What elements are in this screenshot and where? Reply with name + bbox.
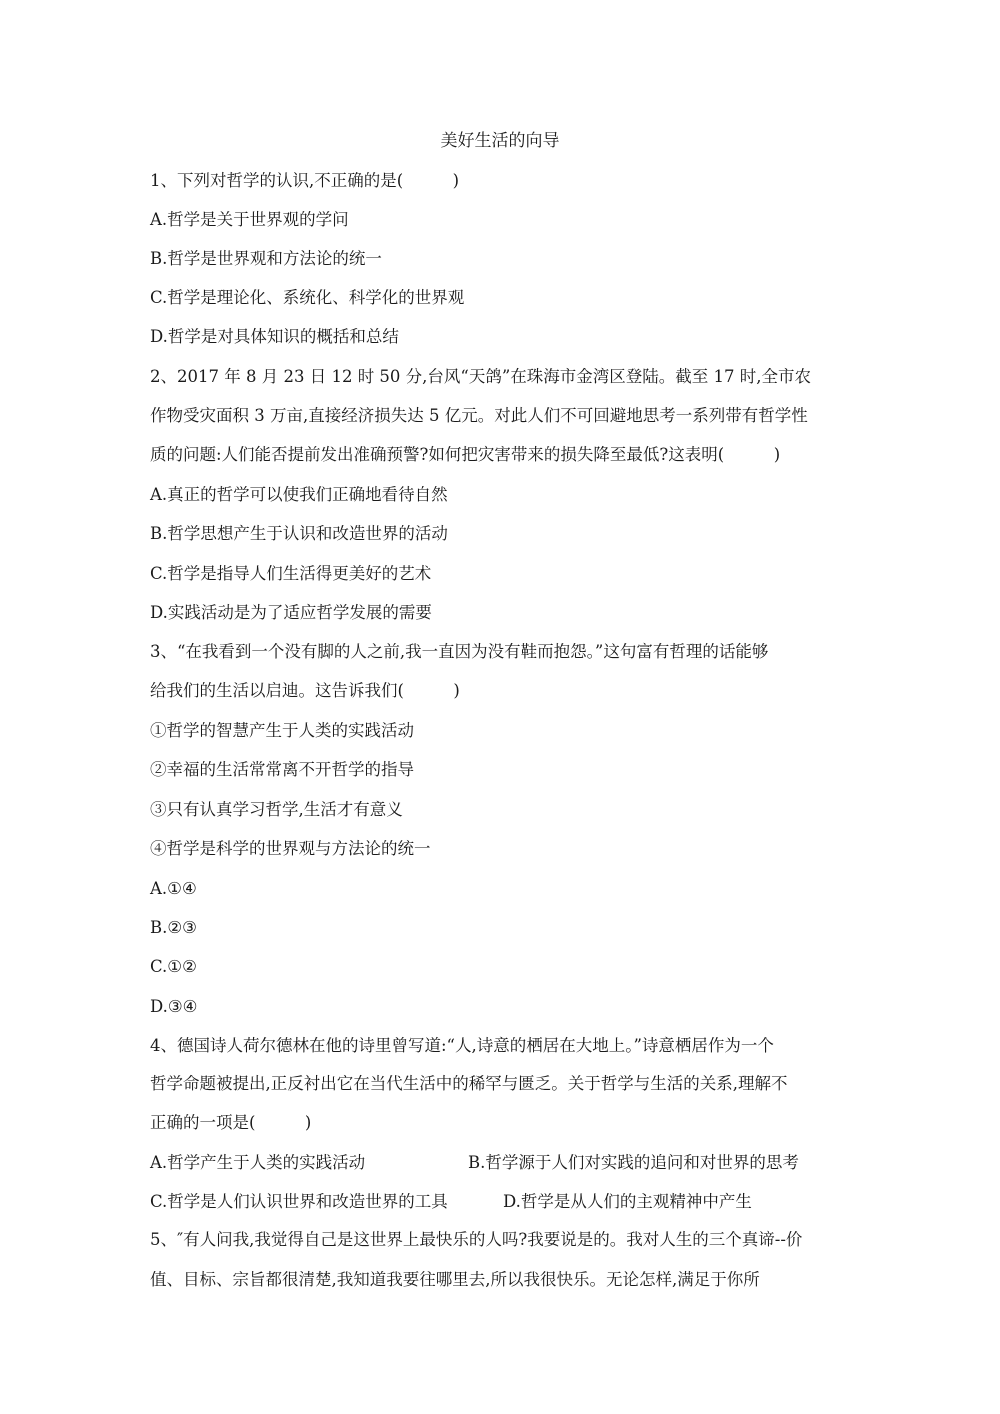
q3-option-b: B.②③ [150, 918, 197, 937]
q4-stem-line3: 正确的一项是( ) [150, 1113, 312, 1132]
q3-statement-1: ①哲学的智慧产生于人类的实践活动 [150, 721, 414, 740]
q3-stem-line2: 给我们的生活以启迪。这告诉我们( ) [150, 681, 460, 700]
q1-option-d: D.哲学是对具体知识的概括和总结 [150, 327, 399, 346]
q2-stem-line2: 作物受灾面积 3 万亩,直接经济损失达 5 亿元。对此人们不可回避地思考一系列带有哲学性 [150, 406, 808, 425]
q3-option-d: D.③④ [150, 997, 198, 1016]
q1-option-a: A.哲学是关于世界观的学问 [150, 210, 349, 229]
q4-stem-line2: 哲学命题被提出,正反衬出它在当代生活中的稀罕与匮乏。关于哲学与生活的关系,理解不 [150, 1074, 788, 1093]
q1-option-b: B.哲学是世界观和方法论的统一 [150, 249, 382, 268]
q4-stem-line1: 4、德国诗人荷尔德林在他的诗里曾写道:“人,诗意的栖居在大地上。”诗意栖居作为一个 [150, 1036, 774, 1055]
q2-stem-line3: 质的问题:人们能否提前发出准确预警?如何把灾害带来的损失降至最低?这表明( ) [150, 445, 781, 464]
q5-stem-line1: 5、″有人问我,我觉得自己是这世界上最快乐的人吗?我要说是的。我对人生的三个真谛--价 [150, 1230, 803, 1249]
q4-option-b: B.哲学源于人们对实践的追问和对世界的思考 [468, 1153, 799, 1172]
q1-option-c: C.哲学是理论化、系统化、科学化的世界观 [150, 288, 465, 307]
q4-option-a: A.哲学产生于人类的实践活动 [150, 1153, 366, 1172]
q2-option-a: A.真正的哲学可以使我们正确地看待自然 [150, 485, 448, 504]
q1-stem: 1、下列对哲学的认识,不正确的是( ) [150, 171, 460, 190]
q4-option-c: C.哲学是人们认识世界和改造世界的工具 [150, 1192, 448, 1211]
q2-stem-line1: 2、2017 年 8 月 23 日 12 时 50 分,台风“天鸽”在珠海市金湾区登陆。截至 17 时,全市农 [150, 367, 812, 386]
q2-option-c: C.哲学是指导人们生活得更美好的艺术 [150, 564, 432, 583]
q3-option-a: A.①④ [150, 879, 197, 898]
q5-stem-line2: 值、目标、宗旨都很清楚,我知道我要往哪里去,所以我很快乐。无论怎样,满足于你所 [150, 1270, 760, 1289]
q3-statement-3: ③只有认真学习哲学,生活才有意义 [150, 800, 403, 819]
q3-statement-4: ④哲学是科学的世界观与方法论的统一 [150, 839, 431, 858]
q3-statement-2: ②幸福的生活常常离不开哲学的指导 [150, 760, 414, 779]
page-title: 美好生活的向导 [440, 131, 560, 151]
q2-option-d: D.实践活动是为了适应哲学发展的需要 [150, 603, 432, 622]
q3-option-c: C.①② [150, 957, 197, 976]
q3-stem-line1: 3、“在我看到一个没有脚的人之前,我一直因为没有鞋而抱怨。”这句富有哲理的话能够 [150, 642, 769, 661]
q2-option-b: B.哲学思想产生于认识和改造世界的活动 [150, 524, 448, 543]
q4-option-d: D.哲学是从人们的主观精神中产生 [503, 1192, 752, 1211]
